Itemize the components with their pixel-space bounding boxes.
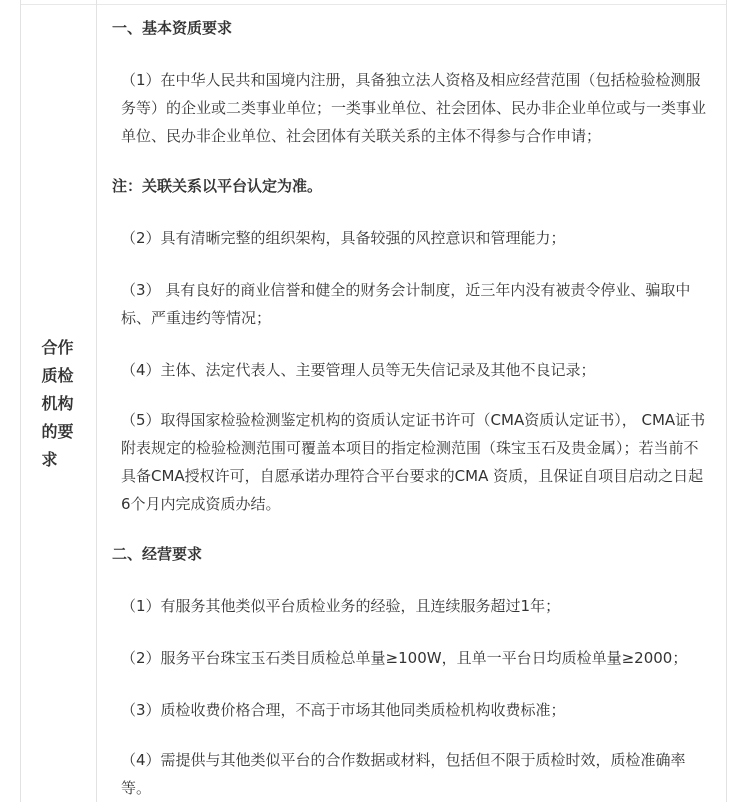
basic-note: 注：关联关系以平台认定为准。: [112, 177, 323, 195]
basic-item-1: （1）在中华人民共和国境内注册，具备独立法人资格及相应经营范围（包括检验检测服务等）的企业或二类事业单位；一类事业单位、社会团体、民办非企业单位或与一类事业单位、民办非企业单位、社会团体有关联关系的主体不得参与合作申请；: [121, 71, 707, 145]
business-item-4: （4）需提供与其他类似平台的合作数据或材料，包括但不限于质检时效，质检准确率等。: [121, 751, 686, 797]
section-title-business: 二、经营要求: [112, 545, 203, 563]
basic-item-5: （5）取得国家检验检测鉴定机构的资质认定证书许可（CMA资质认定证书）， CMA证书附表规定的检验检测范围可覆盖本项目的指定检测范围（珠宝玉石及贵金属）；若当前不具备CMA授权许可，自愿承诺办理符合平台要求的CMA 资质，且保证自项目启动之日起6个月内完成资质办结。: [121, 411, 706, 513]
business-item-1: （1）有服务其他类似平台质检业务的经验，且连续服务超过1年；: [121, 597, 561, 615]
column-divider: [96, 0, 97, 802]
basic-item-2: （2）具有清晰完整的组织架构，具备较强的风控意识和管理能力；: [121, 229, 566, 247]
basic-item-3: （3） 具有良好的商业信誉和健全的财务会计制度，近三年内没有被责令停业、骗取中标、严重违约等情况；: [121, 281, 691, 327]
business-item-3: （3）质检收费价格合理，不高于市场其他同类质检机构收费标准；: [121, 701, 566, 719]
section-title-basic: 一、基本资质要求: [112, 19, 233, 37]
business-item-2: （2）服务平台珠宝玉石类目质检总单量≥100W，且单一平台日均质检单量≥2000；: [121, 649, 688, 667]
row-label: 合作质检机构的要求: [41, 337, 74, 469]
row-label-cell: [21, 0, 96, 802]
basic-item-4: （4）主体、法定代表人、主要管理人员等无失信记录及其他不良记录；: [121, 361, 596, 379]
